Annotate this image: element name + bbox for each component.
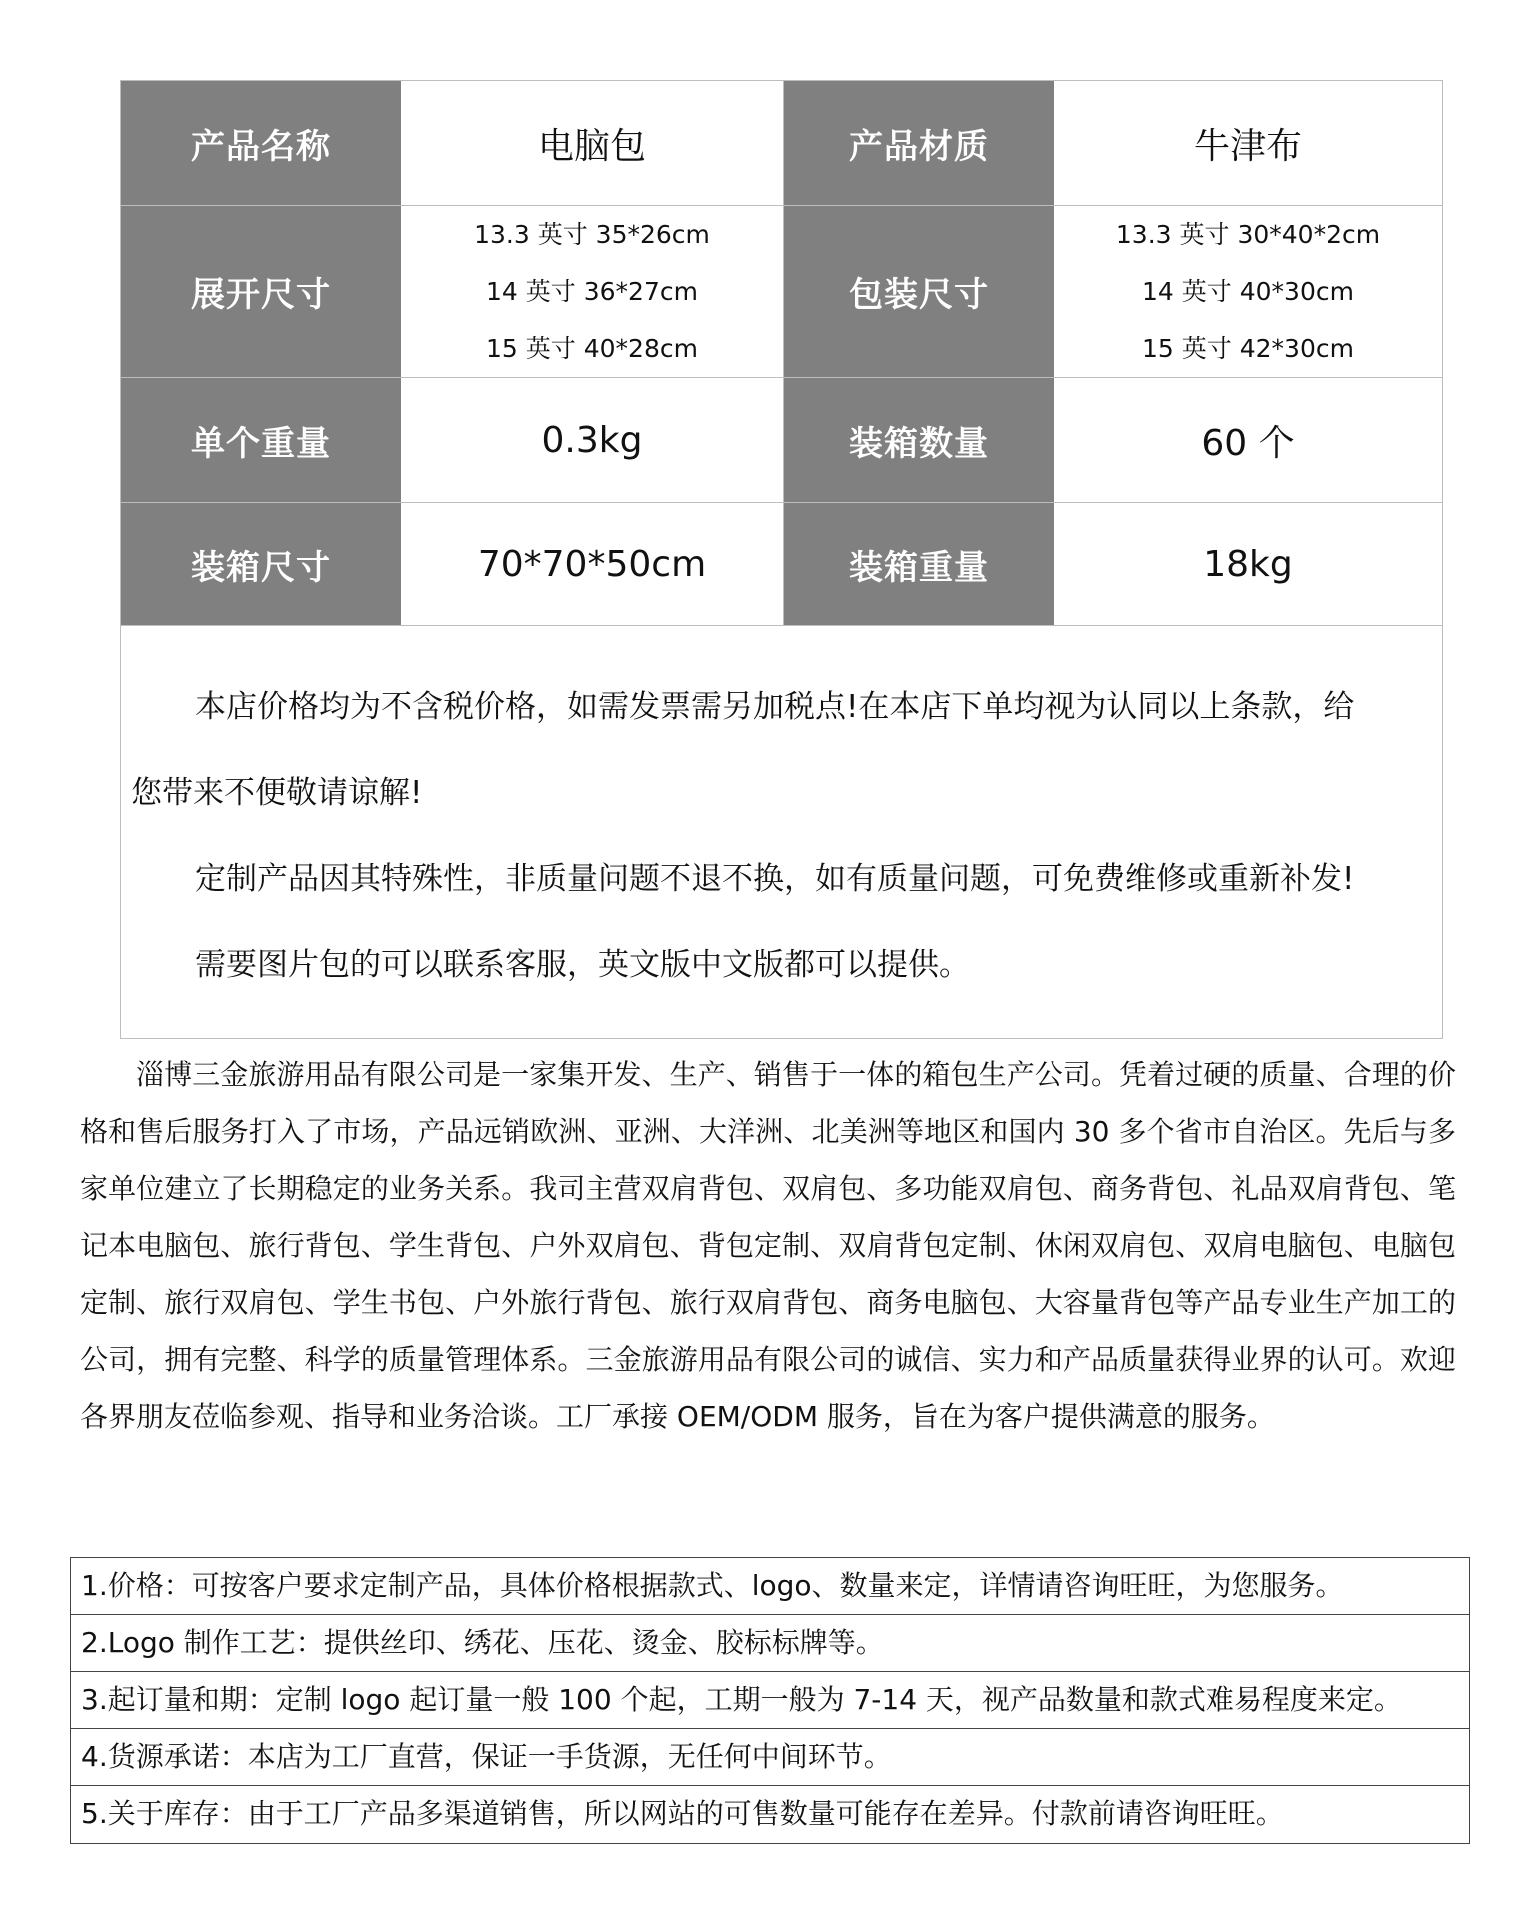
value-package-size [1054, 206, 1442, 377]
package-size-15: 15 英寸 42*30cm [1142, 334, 1354, 363]
company-intro: 淄博三金旅游用品有限公司是一家集开发、生产、销售于一体的箱包生产公司。凭着过硬的质量、合理的价格和售后服务打入了市场，产品远销欧洲、亚洲、大洋洲、北美洲等地区和国内 30 多个省市自治区。先后与多家单位建立了长期稳定的业务关系。我司主营双肩背包、双肩包、多功能双肩包、商务背包、礼品双肩背包、笔记本电脑包、旅行背包、学生背包、户外双肩包、背包定制、双肩背包定制、休闲双肩包、双肩电脑包、电脑包定制、旅行双肩包、学生书包、户外旅行背包、旅行双肩背包、商务电脑包、大容量背包等产品专业生产加工的公司，拥有完整、科学的质量管理体系。三金旅游用品有限公司的诚信、实力和产品质量获得业界的认可。欢迎各界朋友莅临参观、指导和业务洽谈。工厂承接 OEM/ODM 服务，旨在为客户提供满意的服务。 [80, 1058, 1456, 1433]
label-box-size: 装箱尺寸 [121, 503, 401, 625]
value-product-name: 电脑包 [401, 81, 784, 205]
notice-line-return-policy: 定制产品因其特殊性，非质量问题不退不换，如有质量问题，可免费维修或重新补发! [195, 861, 1355, 897]
label-box-quantity: 装箱数量 [784, 378, 1054, 502]
spec-row-sizes [121, 206, 1442, 378]
term-stock: 5.关于库存：由于工厂产品多渠道销售，所以网站的可售数量可能存在差异。付款前请咨询旺旺。 [81, 1797, 1284, 1830]
term-logo: 2.Logo 制作工艺：提供丝印、绣花、压花、烫金、胶标标牌等。 [71, 1615, 1469, 1672]
spec-row-box [121, 503, 1442, 626]
spec-table [120, 80, 1443, 1039]
label-box-weight: 装箱重量 [784, 503, 1054, 625]
notice-box [121, 626, 1442, 1038]
spec-row-weight-quantity [121, 378, 1442, 503]
terms-table [70, 1557, 1470, 1844]
value-box-size: 70*70*50cm [401, 503, 784, 625]
term-moq: 3.起订量和期：定制 logo 起订量一般 100 个起，工期一般为 7-14 天，视产品数量和款式难易程度来定。 [71, 1672, 1469, 1729]
unfold-size-14: 14 英寸 36*27cm [486, 277, 698, 306]
unfold-size-13: 13.3 英寸 35*26cm [474, 220, 710, 249]
package-size-13: 13.3 英寸 30*40*2cm [1115, 220, 1381, 249]
label-unit-weight: 单个重量 [121, 378, 401, 502]
label-unfold-size: 展开尺寸 [121, 206, 401, 377]
unfold-size-15: 15 英寸 40*28cm [486, 334, 698, 363]
value-unit-weight: 0.3kg [401, 378, 784, 502]
term-price: 1.价格：可按客户要求定制产品，具体价格根据款式、logo、数量来定，详情请咨询旺旺，为您服务。 [71, 1558, 1469, 1615]
value-box-quantity: 60 个 [1054, 378, 1442, 502]
value-box-weight: 18kg [1054, 503, 1442, 625]
spec-row-name-material [121, 81, 1442, 206]
notice-line-tax: 本店价格均为不含税价格，如需发票需另加税点!在本店下单均视为认同以上条款，给 [195, 689, 1355, 725]
notice-line-images: 需要图片包的可以联系客服，英文版中文版都可以提供。 [195, 947, 970, 983]
value-unfold-size [401, 206, 784, 377]
package-size-14: 14 英寸 40*30cm [1142, 277, 1354, 306]
label-package-size: 包装尺寸 [784, 206, 1054, 377]
term-supply: 4.货源承诺：本店为工厂直营，保证一手货源，无任何中间环节。 [71, 1729, 1469, 1786]
label-product-name: 产品名称 [121, 81, 401, 205]
notice-line-apology: 您带来不便敬请谅解! [131, 775, 423, 811]
value-material: 牛津布 [1054, 81, 1442, 205]
label-material: 产品材质 [784, 81, 1054, 205]
